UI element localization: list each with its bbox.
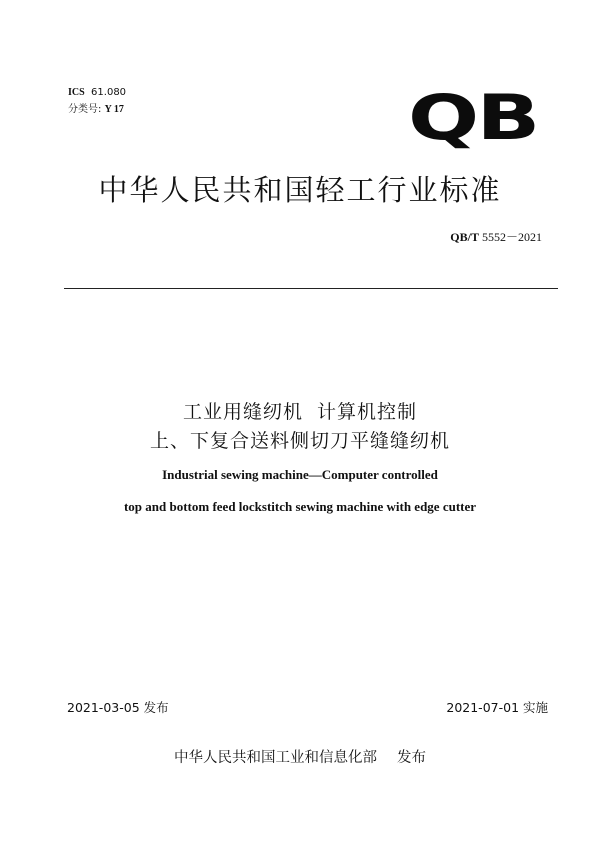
standard-code-prefix: QB/T bbox=[450, 230, 479, 244]
classification-code: Y 17 bbox=[104, 104, 124, 115]
ics-code: 61.080 bbox=[91, 87, 127, 98]
issue-date: 2021-03-05 发布 bbox=[67, 700, 169, 715]
ics-label: ICS bbox=[68, 87, 85, 98]
ics-line bbox=[68, 86, 126, 100]
standard-code-number: 5552－2021 bbox=[481, 230, 542, 244]
publisher-name: 中华人民共和国工业和信息化部 bbox=[174, 750, 377, 766]
header-divider bbox=[64, 288, 558, 289]
publish-word: 发布 bbox=[397, 750, 426, 766]
implementation-date: 2021-07-01 实施 bbox=[446, 700, 548, 715]
document-title-en-line1: Industrial sewing machine—Computer controlled bbox=[162, 467, 438, 482]
classification-line bbox=[68, 103, 124, 117]
document-title-en-line2: top and bottom feed lockstitch sewing machine with edge cutter bbox=[123, 499, 477, 514]
qb-logo: QB bbox=[408, 81, 538, 154]
publisher-line bbox=[0, 748, 600, 768]
document-title-cn-line1: 工业用缝纫机 计算机控制 bbox=[182, 401, 418, 423]
standard-code bbox=[450, 229, 542, 245]
standard-title: 中华人民共和国轻工行业标准 bbox=[98, 173, 502, 207]
classification-label: 分类号: bbox=[68, 104, 102, 115]
document-title-cn-line2: 上、下复合送料侧切刀平缝缝纫机 bbox=[149, 430, 450, 452]
